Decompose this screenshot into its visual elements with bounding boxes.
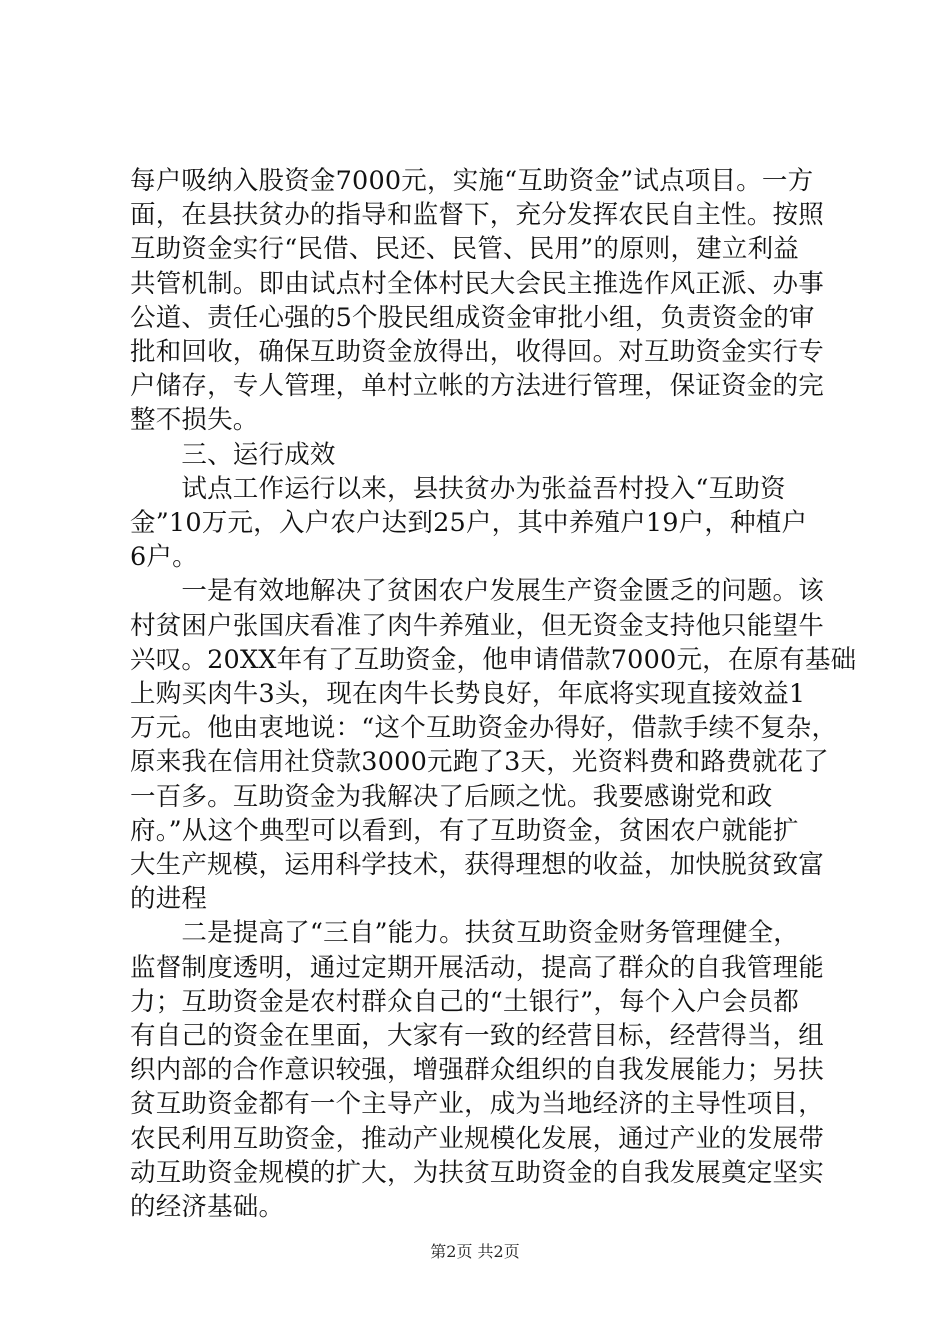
text-line: 金”10万元，入户农户达到25户，其中养殖户19户，种植户	[130, 508, 808, 539]
text-line: 村贫困户张国庆看准了肉牛养殖业，但无资金支持他只能望牛	[130, 610, 824, 641]
page-number: 第2页 共2页	[430, 1242, 520, 1261]
text-line: 府。”从这个典型可以看到，有了互助资金，贫困农户就能扩	[130, 815, 799, 846]
section-heading: 三、运行成效	[130, 439, 336, 470]
text-line: 一百多。互助资金为我解决了后顾之忧。我要感谢党和政	[130, 781, 773, 812]
text-line: 面，在县扶贫办的指导和监督下，充分发挥农民自主性。按照	[130, 200, 824, 231]
text-line: 监督制度透明，通过定期开展活动，提高了群众的自我管理能	[130, 952, 824, 983]
text-line: 公道、责任心强的5个股民组成资金审批小组，负责资金的审	[130, 302, 815, 333]
page-footer	[0, 1242, 950, 1262]
text-line: 二是提高了“三自”能力。扶贫互助资金财务管理健全，	[130, 918, 799, 949]
text-line: 互助资金实行“民借、民还、民管、民用”的原则，建立利益	[130, 234, 799, 265]
text-line: 试点工作运行以来，县扶贫办为张益吾村投入“互助资	[130, 473, 786, 504]
text-line: 大生产规模，运用科学技术，获得理想的收益，加快脱贫致富	[130, 850, 824, 881]
text-line: 一是有效地解决了贫困农户发展生产资金匮乏的问题。该	[130, 576, 824, 607]
text-line: 批和回收，确保互助资金放得出，收得回。对互助资金实行专	[130, 337, 824, 368]
text-line: 贫互助资金都有一个主导产业，成为当地经济的主导性项目，	[130, 1089, 824, 1120]
document-body	[130, 164, 857, 1224]
text-line: 共管机制。即由试点村全体村民大会民主推选作风正派、办事	[130, 268, 824, 299]
text-line: 力；互助资金是农村群众自己的“土银行”，每个入户会员都	[130, 986, 799, 1017]
text-line: 6户。	[130, 542, 198, 573]
text-line: 原来我在信用社贷款3000元跑了3天，光资料费和路费就花了	[130, 747, 829, 778]
text-line: 有自己的资金在里面，大家有一致的经营目标，经营得当，组	[130, 1021, 824, 1052]
text-line: 整不损失。	[130, 405, 259, 436]
text-line: 的经济基础。	[130, 1192, 285, 1223]
text-line: 每户吸纳入股资金7000元，实施“互助资金”试点项目。一方	[130, 166, 814, 196]
text-line: 动互助资金规模的扩大，为扶贫互助资金的自我发展奠定坚实	[130, 1157, 824, 1188]
text-line: 万元。他由衷地说：“这个互助资金办得好，借款手续不复杂，	[130, 713, 838, 744]
text-line: 户储存，专人管理，单村立帐的方法进行管理，保证资金的完	[130, 371, 824, 402]
text-line: 兴叹。20XX年有了互助资金，他申请借款7000元，在原有基础	[130, 644, 857, 675]
text-line: 农民利用互助资金，推动产业规模化发展，通过产业的发展带	[130, 1123, 824, 1154]
text-line: 的进程	[130, 884, 208, 915]
text-line: 织内部的合作意识较强，增强群众组织的自我发展能力；另扶	[130, 1055, 824, 1086]
text-line: 上购买肉牛3头，现在肉牛长势良好，年底将实现直接效益1	[130, 679, 806, 710]
